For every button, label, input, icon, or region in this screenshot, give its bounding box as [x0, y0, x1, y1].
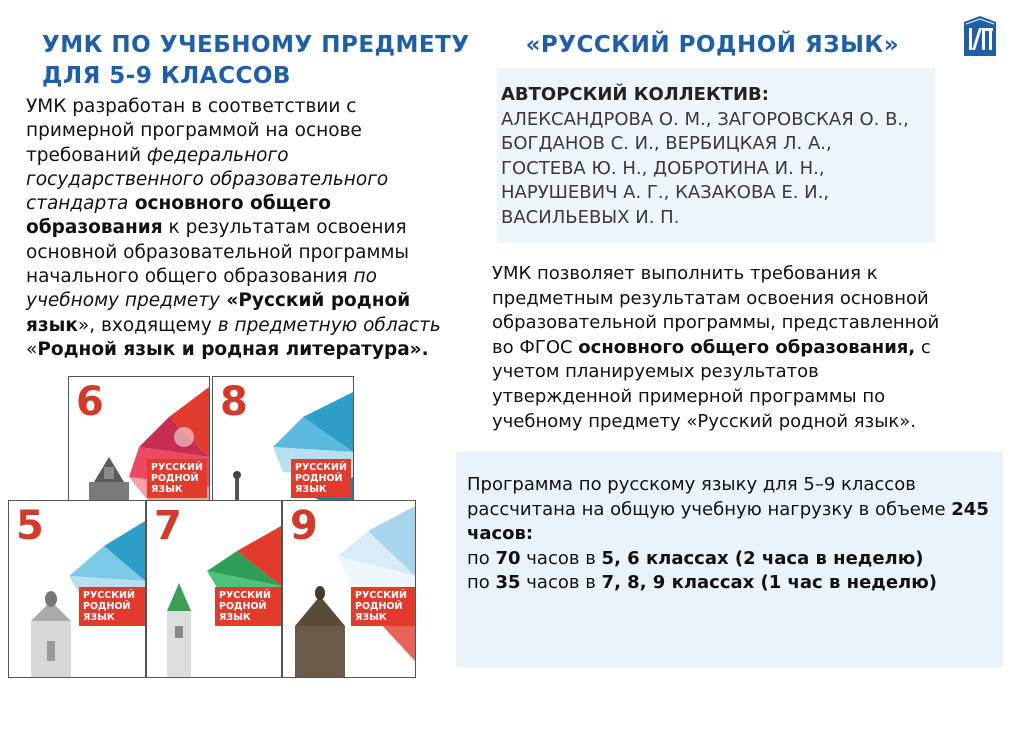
title-line1-right: «РУССКИЙ РОДНОЙ ЯЗЫК»	[525, 32, 900, 58]
title-line2: ДЛЯ 5-9 КЛАССОВ	[42, 63, 291, 89]
hours-text: часов в	[520, 547, 602, 569]
umk-requirements-paragraph	[492, 262, 952, 434]
umk-text-bold: основного общего образования,	[578, 336, 916, 358]
authors-box	[497, 68, 935, 243]
hours-count: 35	[495, 572, 521, 593]
book-grade: 7	[154, 503, 182, 549]
hours-text: часов в	[520, 572, 602, 593]
book-cover-grade-7	[146, 500, 282, 678]
author-line: НАРУШЕВИЧ А. Г., КАЗАКОВА Е. И.,	[501, 182, 830, 203]
book-grade: 8	[220, 379, 248, 425]
intro-text-bold: «Русский родной язык	[26, 290, 411, 336]
hours-rate: (2 часа в неделю)	[728, 547, 924, 569]
intro-text: к результатам освоения основной образовательной программы начального общего образования	[26, 217, 410, 288]
author-line: АЛЕКСАНДРОВА О. М., ЗАГОРОВСКАЯ О. В.,	[501, 108, 909, 130]
book-title: РУССКИЙ РОДНОЙ ЯЗЫК	[79, 587, 145, 626]
hours-count: 70	[495, 547, 521, 569]
intro-text-bold: Родной язык и родная литература».	[37, 338, 429, 360]
umk-text: с учетом планируемых результатов утвержденной примерной программы по учебному предмету «Русский родной язык».	[492, 336, 931, 432]
hours-classes: 5, 6 классах	[601, 547, 729, 569]
authors-heading: АВТОРСКИЙ КОЛЛЕКТИВ:	[501, 84, 769, 105]
intro-text-bold: основного общего образования	[26, 193, 331, 239]
intro-paragraph	[26, 95, 460, 362]
hours-text: по	[467, 547, 496, 569]
book-title: РУССКИЙ РОДНОЙ ЯЗЫК	[291, 459, 351, 498]
hours-rate: (1 час в неделю)	[754, 572, 937, 593]
book-cover-grade-5	[8, 500, 146, 678]
hours-text: по	[467, 572, 496, 593]
author-line: ВАСИЛЬЕВЫХ И. П.	[501, 206, 680, 228]
author-line: ГОСТЕВА Ю. Н., ДОБРОТИНА И. Н.,	[501, 157, 825, 179]
intro-text-italic: в предметную область	[217, 314, 441, 336]
intro-text-italic: по учебному предмету	[26, 266, 377, 312]
hours-classes: 7, 8, 9 классах	[601, 572, 755, 593]
author-line: БОГДАНОВ С. И., ВЕРБИЦКАЯ Л. А.,	[501, 133, 832, 154]
book-grade: 9	[290, 503, 318, 549]
hours-total: 245 часов:	[467, 498, 989, 544]
intro-text: «	[26, 338, 38, 360]
book-grade: 5	[16, 503, 44, 549]
book-grade: 6	[76, 379, 104, 425]
hours-intro	[467, 473, 997, 547]
hours-row-5-6	[467, 547, 997, 572]
title-line1-left: УМК ПО УЧЕБНОМУ ПРЕДМЕТУ	[42, 32, 470, 58]
intro-text: УМК разработан в соответствии с примерной программой на основе требований	[26, 96, 362, 166]
hours-box	[456, 451, 1003, 667]
book-title: РУССКИЙ РОДНОЙ ЯЗЫК	[351, 587, 415, 626]
intro-text: », входящему	[77, 314, 218, 336]
hours-intro-text: Программа по русскому языку для 5–9 классов рассчитана на общую учебную нагрузку в объеме	[467, 474, 952, 520]
book-cover-grade-9	[282, 500, 416, 678]
publisher-logo-icon	[962, 14, 998, 58]
hours-row-7-9	[467, 571, 997, 596]
book-title: РУССКИЙ РОДНОЙ ЯЗЫК	[147, 459, 207, 498]
umk-text: УМК позволяет выполнить требования к предметным результатам освоения основной образовательной программы, представленной во ФГОС	[492, 263, 940, 358]
intro-text-italic: федерального государственного образовательного стандарта	[26, 144, 389, 215]
book-title: РУССКИЙ РОДНОЙ ЯЗЫК	[215, 587, 281, 626]
